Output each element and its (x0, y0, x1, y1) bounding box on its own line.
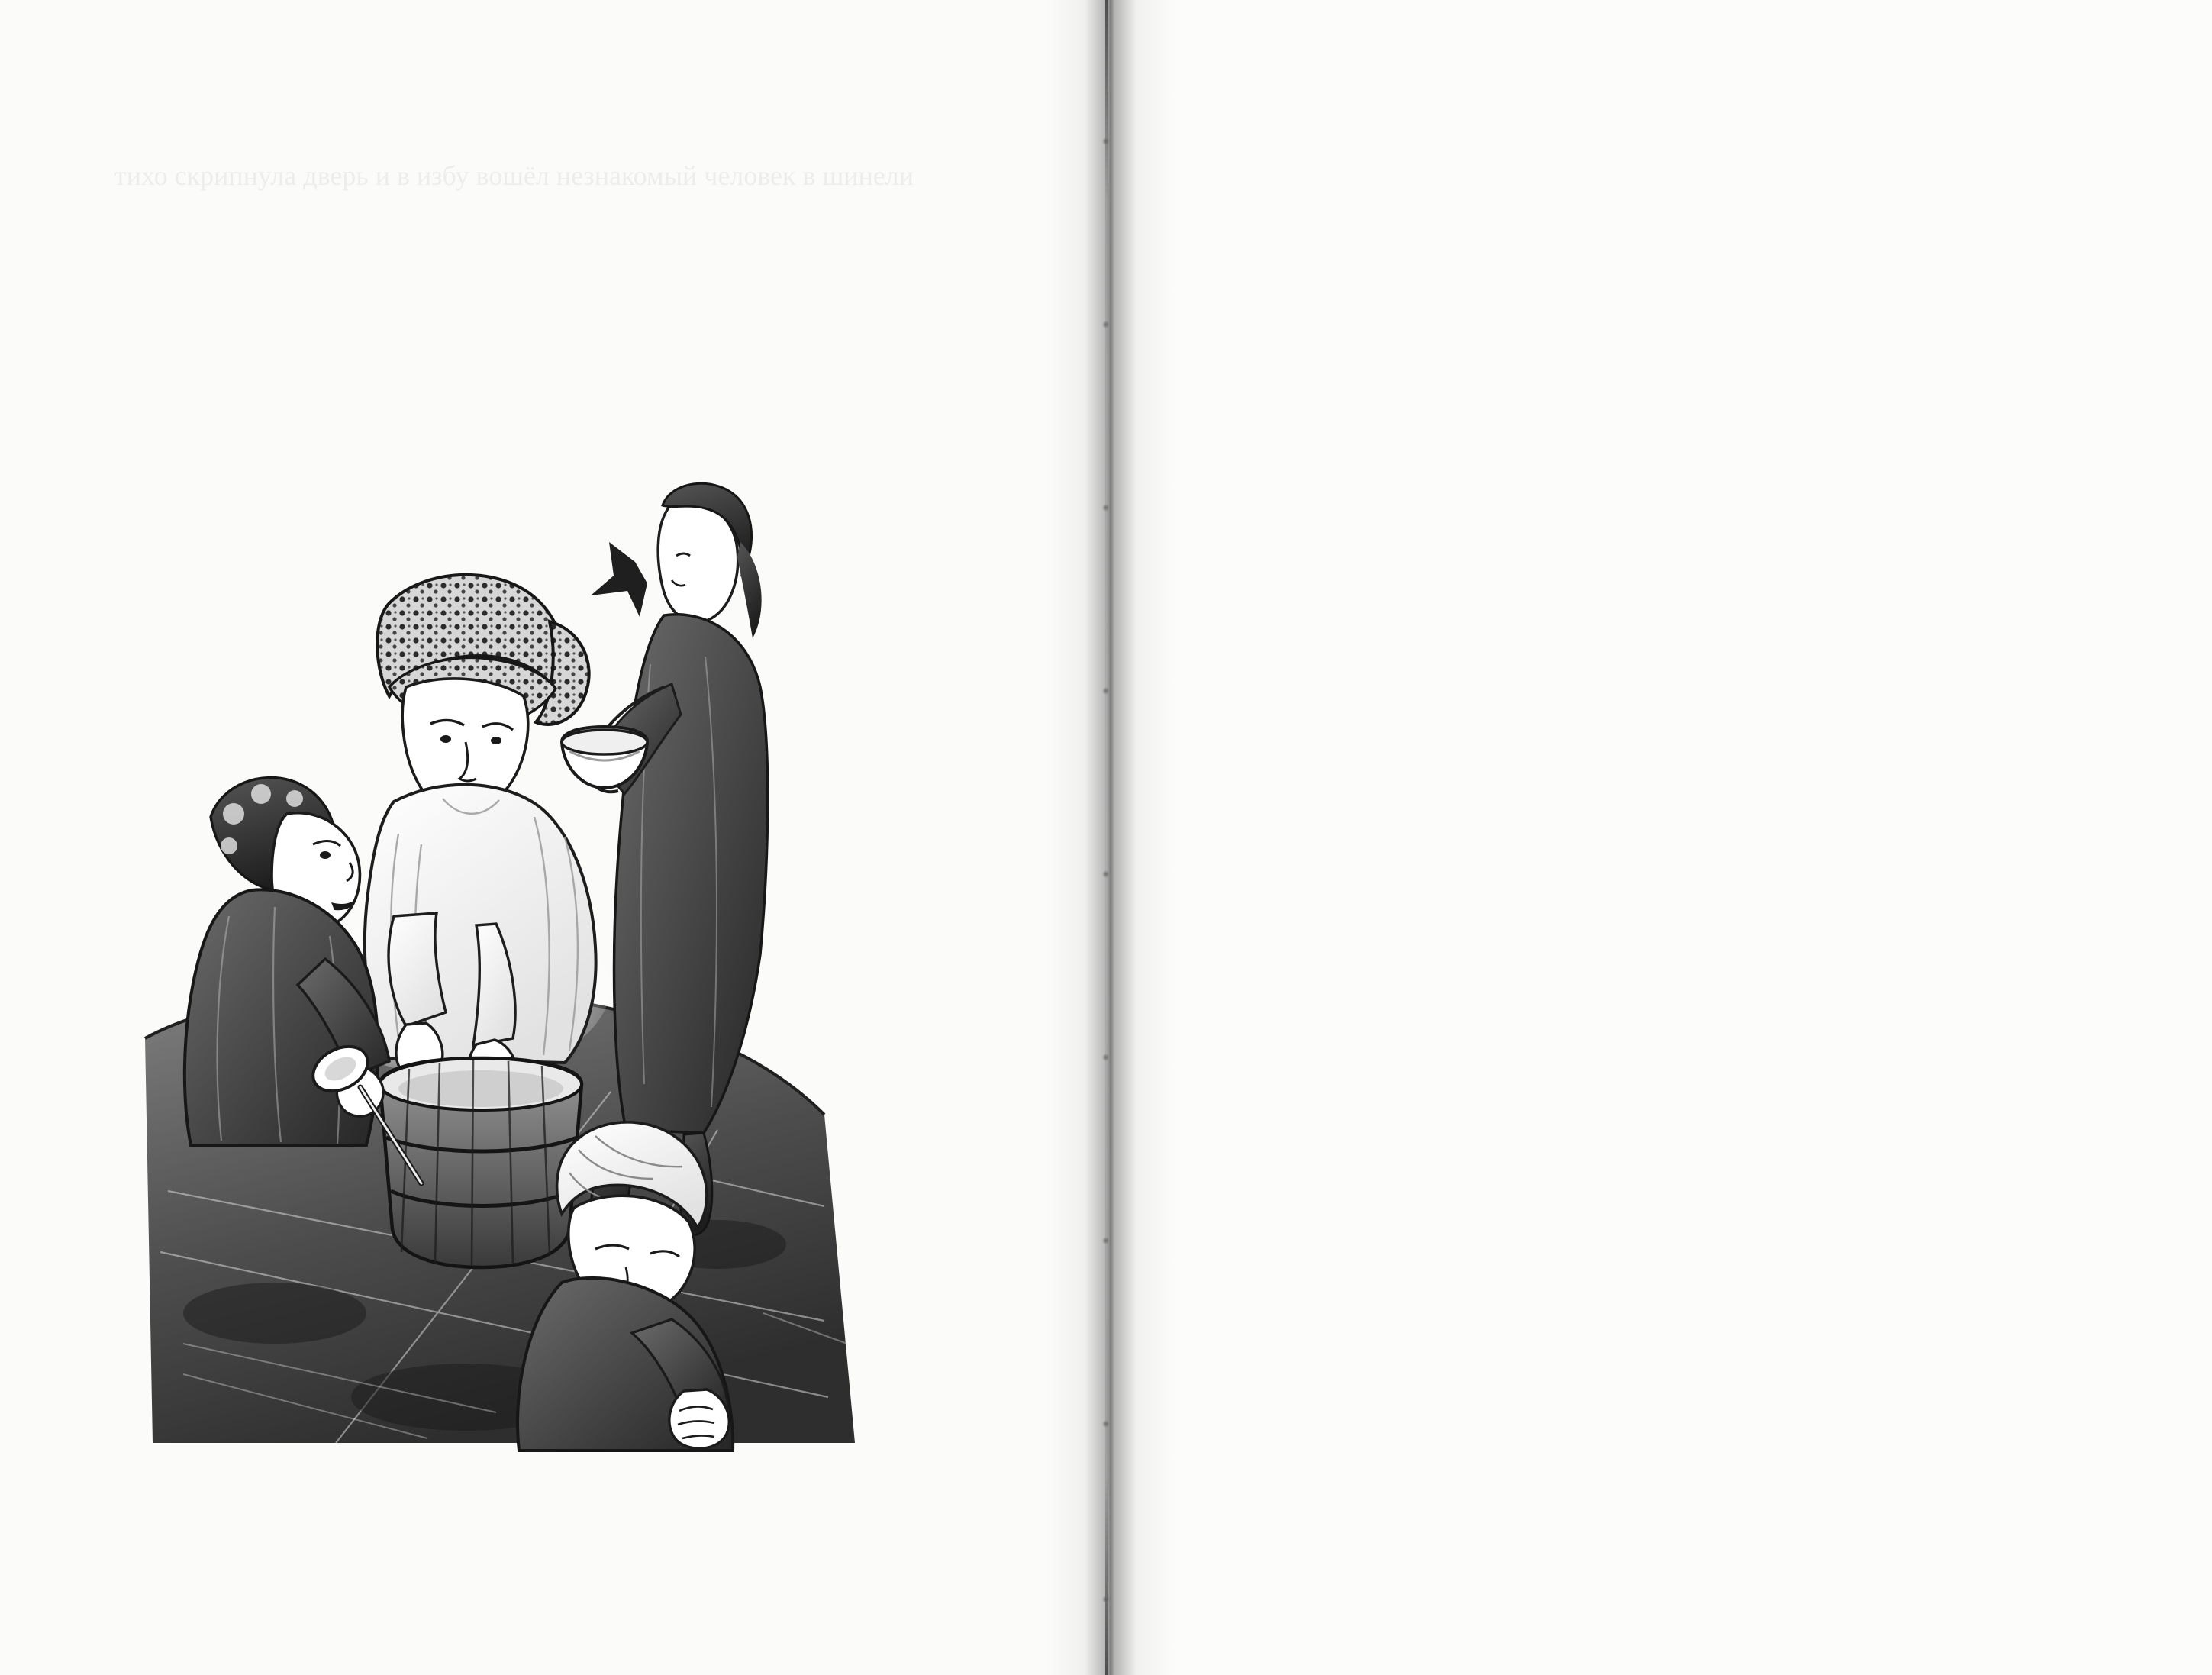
right-page (1106, 0, 2212, 1675)
illustration-family-kneading-dough (137, 458, 992, 1489)
left-page-ghost-text: тихо скрипнула дверь и в избу вошёл незнакомый человек в шинели (114, 160, 914, 191)
illustration-svg (137, 458, 992, 1489)
